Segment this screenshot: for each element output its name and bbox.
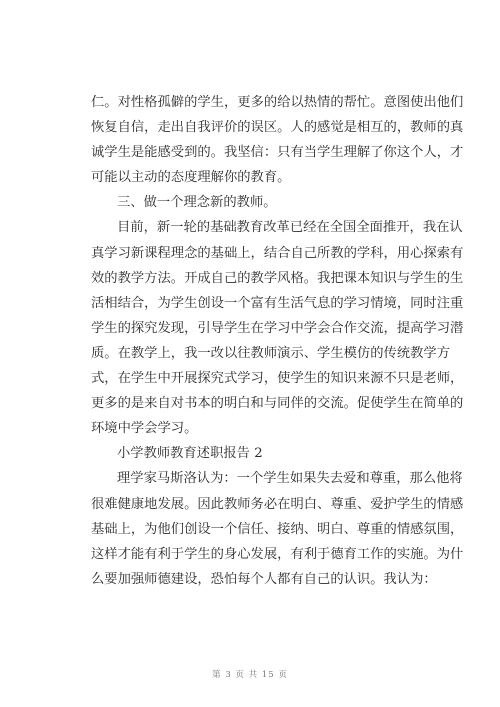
text-line: 更多的是来自对书本的明白和与同伴的交流。促使学生在简单的 xyxy=(91,396,464,412)
text-line: 三、做一个理念新的教师。 xyxy=(117,195,277,211)
text-line: 学生的探究发现，引导学生在学习中学会合作交流，提高学习潜 xyxy=(91,320,464,336)
text-line: 可能以主动的态度理解你的教育。 xyxy=(91,170,291,186)
body-text xyxy=(91,90,464,592)
text-line: 真学习新课程理念的基础上，结合自己所教的学科，用心探索有 xyxy=(91,245,464,261)
text-line: 这样才能有利于学生的身心发展，有利于德育工作的实施。为什 xyxy=(91,546,464,562)
text-line: 目前，新一轮的基础教育改革已经在全国全面推开，我在认 xyxy=(117,220,463,236)
text-line: 小学教师教育述职报告 2 xyxy=(117,446,263,462)
text-line: 诚学生是能感受到的。我坚信：只有当学生理解了你这个人，才 xyxy=(91,145,464,161)
text-line: 质。在教学上，我一改以往教师演示、学生模仿的传统教学方 xyxy=(91,345,451,361)
text-line: 式，在学生中开展探究式学习，使学生的知识来源不只是老师， xyxy=(91,371,464,387)
text-line: 么要加强师德建设，恐怕每个人都有自己的认识。我认为： xyxy=(91,571,437,587)
text-line: 环境中学会学习。 xyxy=(91,421,198,437)
text-line: 理学家马斯洛认为：一个学生如果失去爱和尊重，那么他将 xyxy=(117,471,463,487)
text-line: 活相结合，为学生创设一个富有生活气息的学习情境，同时注重 xyxy=(91,295,464,311)
text-line: 效的教学方法。开成自己的教学风格。我把课本知识与学生的生 xyxy=(91,270,464,286)
text-line: 基础上，为他们创设一个信任、接纳、明白、尊重的情感氛围， xyxy=(91,521,464,537)
text-line: 恢复自信，走出自我评价的误区。人的感觉是相互的，教师的真 xyxy=(91,120,464,136)
text-line: 很难健康地发展。因此教师务必在明白、尊重、爱护学生的情感 xyxy=(91,496,464,512)
text-line: 仁。对性格孤僻的学生，更多的给以热情的帮忙。意图使出他们 xyxy=(91,95,464,110)
page-footer: 第 3 页 共 15 页 xyxy=(212,670,288,680)
